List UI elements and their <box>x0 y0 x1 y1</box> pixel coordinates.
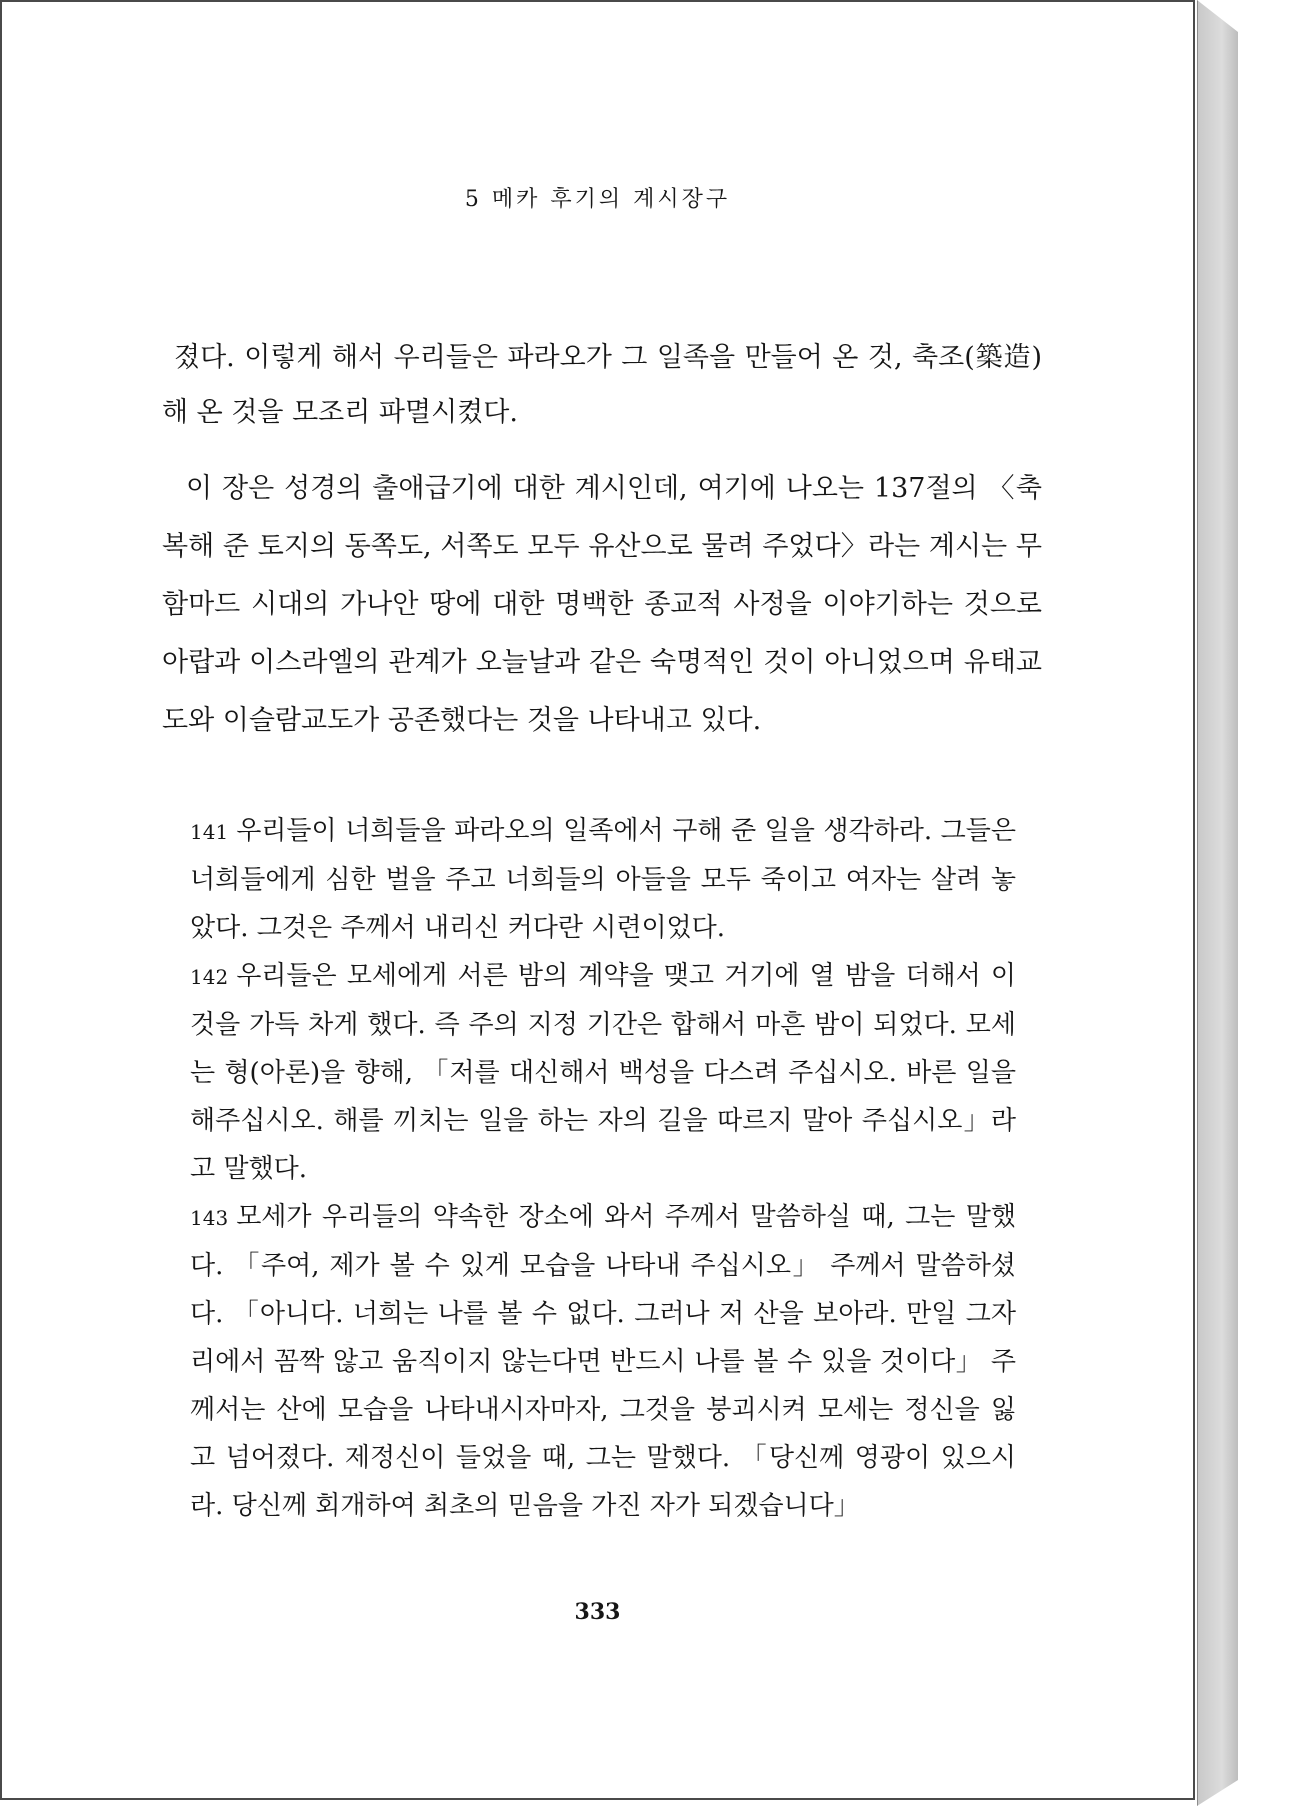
paragraph-text: 졌다. 이렇게 해서 우리들은 파라오가 그 일족을 만들어 온 것, 축조(築造)해 온 것을 모조리 파멸시켰다. <box>162 342 1042 428</box>
verse-text: 우리들이 너희들을 파라오의 일족에서 구해 준 일을 생각하라. 그들은 너희들에게 심한 벌을 주고 너희들의 아들을 모두 죽이고 여자는 살려 놓았다. 그것은 주께서 내리신 커다란 시련이었다. <box>190 816 1016 943</box>
page-stack-edge <box>1197 0 1238 1806</box>
paragraph-text: 이 장은 성경의 출애급기에 대한 계시인데, 여기에 나오는 137절의 〈축복해 준 토지의 동쪽도, 서쪽도 모두 유산으로 물려 주었다〉라는 계시는 무함마드 시대의 가나안 땅에 대한 명백한 종교적 사정을 이야기하는 것으로 아랍과 이스라엘의 관계가 오늘날과 같은 숙명적인 것이 아니었으며 유태교도와 이슬람교도가 공존했다는 것을 나타내고 있다. <box>162 473 1042 736</box>
verse-list <box>190 807 1016 1530</box>
running-head: 5 메카 후기의 계시장구 <box>464 187 731 212</box>
commentary-paragraph <box>162 460 1042 750</box>
verse-143 <box>190 1193 1016 1530</box>
verse-number: 141 <box>190 820 229 844</box>
verse-number: 143 <box>190 1206 229 1230</box>
verse-number: 142 <box>190 965 229 989</box>
page-number: 333 <box>574 1599 621 1625</box>
verse-text: 모세가 우리들의 약속한 장소에 와서 주께서 말씀하실 때, 그는 말했다. 「주여, 제가 볼 수 있게 모습을 나타내 주십시오」 주께서 말씀하셨다. 「아니다. 너희는 나를 볼 수 없다. 그러나 저 산을 보아라. 만일 그자리에서 꼼짝 않고 움직이지 않는다면 반드시 나를 볼 수 있을 것이다」 주께서는 산에 모습을 나타내시자마자, 그것을 붕괴시켜 모세는 정신을 잃고 넘어졌다. 제정신이 들었을 때, 그는 말했다. 「당신께 영광이 있으시라. 당신께 회개하여 최초의 믿음을 가진 자가 되겠습니다」 <box>190 1202 1016 1521</box>
verse-142 <box>190 952 1016 1193</box>
verse-text: 우리들은 모세에게 서른 밤의 계약을 맺고 거기에 열 밤을 더해서 이것을 가득 차게 했다. 즉 주의 지정 기간은 합해서 마흔 밤이 되었다. 모세는 형(아론)을 향해, 「저를 대신해서 백성을 다스려 주십시오. 바른 일을 해주십시오. 해를 끼치는 일을 하는 자의 길을 따르지 말아 주십시오」라고 말했다. <box>190 961 1016 1184</box>
body-paragraph-continued <box>162 330 1042 440</box>
verse-141 <box>190 807 1016 952</box>
